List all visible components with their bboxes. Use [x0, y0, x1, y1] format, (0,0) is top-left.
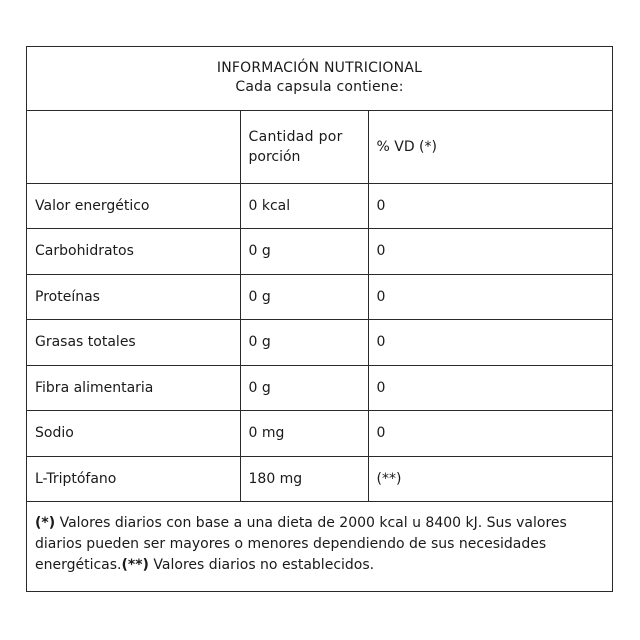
- nutrient-name: Proteínas: [27, 274, 240, 320]
- table-row: [27, 456, 612, 502]
- nutrient-vd: 0: [368, 320, 612, 366]
- nutrient-name: Fibra alimentaria: [27, 365, 240, 411]
- nutrient-name: Valor energético: [27, 183, 240, 229]
- nutrient-quantity: 180 mg: [240, 456, 368, 502]
- header-cell-name: [27, 111, 240, 183]
- nutrient-quantity: 0 g: [240, 320, 368, 366]
- nutrient-vd: 0: [368, 411, 612, 457]
- footnote-mark-vd: (*): [35, 515, 56, 531]
- nutrient-quantity: 0 g: [240, 365, 368, 411]
- footnote: [27, 513, 612, 576]
- header-quantity-line2: porción: [248, 148, 301, 165]
- nutrient-quantity: 0 g: [240, 229, 368, 275]
- nutrient-vd: (**): [368, 456, 612, 502]
- table-row: [27, 411, 612, 457]
- table-header-row: [27, 111, 612, 183]
- footnote-mark-undefined: (**): [121, 557, 149, 573]
- nutrient-name: Sodio: [27, 411, 240, 457]
- nutrition-table: [27, 111, 612, 502]
- title-block: [27, 47, 612, 111]
- nutrition-facts-panel: [26, 46, 613, 592]
- panel-title: INFORMACIÓN NUTRICIONAL: [216, 60, 423, 76]
- table-row: [27, 183, 612, 229]
- nutrient-name: Carbohidratos: [27, 229, 240, 275]
- table-row: [27, 320, 612, 366]
- nutrient-quantity: 0 mg: [240, 411, 368, 457]
- panel-subtitle: Cada capsula contiene:: [235, 79, 404, 95]
- table-row: [27, 274, 612, 320]
- footnote-text-undefined: Valores diarios no establecidos.: [148, 557, 375, 573]
- header-cell-vd: % VD (*): [368, 111, 612, 183]
- nutrient-quantity: 0 g: [240, 274, 368, 320]
- header-quantity-line1: Cantidad por: [248, 128, 343, 145]
- table-row: [27, 229, 612, 275]
- header-cell-quantity: [240, 111, 368, 183]
- footnote-text-vd: Valores diarios con base a una dieta de 2000 kcal u 8400 kJ. Sus valores diarios pueden ser mayores o menores dependiendo de sus necesidades energéticas.: [35, 515, 567, 573]
- nutrient-name: Grasas totales: [27, 320, 240, 366]
- table-row: [27, 365, 612, 411]
- nutrient-vd: 0: [368, 365, 612, 411]
- nutrient-vd: 0: [368, 229, 612, 275]
- nutrient-name: L-Triptófano: [27, 456, 240, 502]
- nutrient-vd: 0: [368, 183, 612, 229]
- nutrient-quantity: 0 kcal: [240, 183, 368, 229]
- nutrient-vd: 0: [368, 274, 612, 320]
